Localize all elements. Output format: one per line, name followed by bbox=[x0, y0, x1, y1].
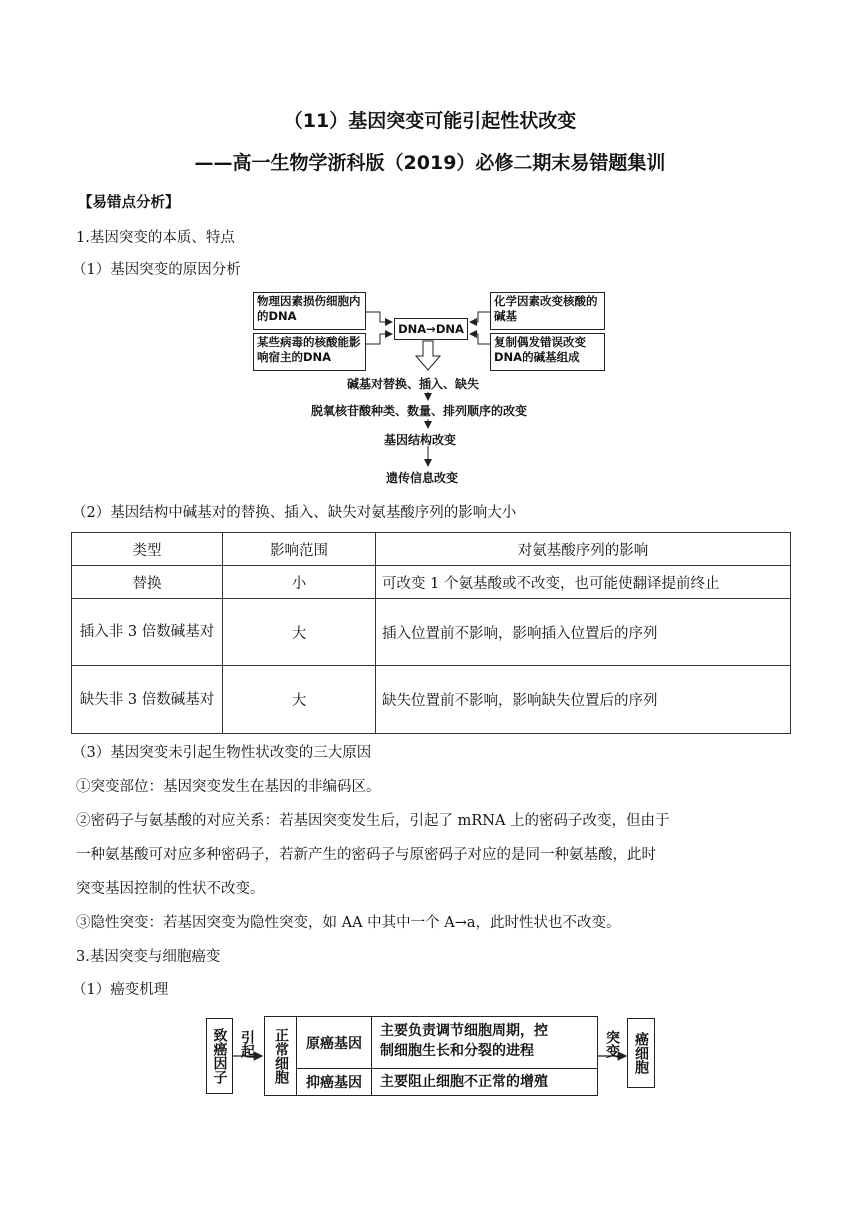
page-title: （11）基因突变可能引起性状改变 bbox=[283, 110, 577, 132]
table-cell: 缺失非 3 倍数碱基对 bbox=[72, 666, 223, 734]
table-cell: 替换 bbox=[72, 566, 223, 599]
cause-chemical-box: 化学因素改变核酸的碱基 bbox=[490, 292, 605, 330]
table-cell: 插入非 3 倍数碱基对 bbox=[72, 599, 223, 666]
flow-step-1: 碱基对替换、插入、缺失 bbox=[347, 377, 480, 391]
table-cell: 大 bbox=[223, 599, 376, 666]
reason-1: ①突变部位：基因突变发生在基因的非编码区。 bbox=[76, 779, 381, 795]
reason-2-line-3: 突变基因控制的性状不改变。 bbox=[76, 881, 265, 897]
reason-3: ③隐性突变：若基因突变为隐性突变，如 AA 中其中一个 A→a，此时性状也不改变。 bbox=[76, 915, 621, 931]
sub-heading-2: （2）基因结构中碱基对的替换、插入、缺失对氨基酸序列的影响大小 bbox=[72, 505, 517, 521]
proto-oncogene-desc: 主要负责调节细胞周期，控 制细胞生长和分裂的进程 bbox=[371, 1016, 598, 1069]
point-3-heading: 3.基因突变与细胞癌变 bbox=[76, 949, 221, 965]
tumor-suppressor-box: 抑癌基因 bbox=[296, 1068, 372, 1096]
carcinogen-box bbox=[206, 1018, 233, 1094]
table-cell: 小 bbox=[223, 566, 376, 599]
table-header-cell: 对氨基酸序列的影响 bbox=[376, 533, 791, 566]
carcinogen-label: 致癌因子 bbox=[211, 1028, 228, 1084]
cancer-cell-box bbox=[627, 1018, 655, 1088]
table-cell: 可改变 1 个氨基酸或不改变，也可能使翻译提前终止 bbox=[376, 566, 791, 599]
dna-center-box: DNA→DNA bbox=[394, 318, 468, 340]
normal-cell-label-wrap bbox=[266, 1016, 296, 1096]
flow-step-4: 遗传信息改变 bbox=[386, 471, 459, 485]
sub-heading-4: （1）癌变机理 bbox=[72, 982, 169, 998]
cause-arrow-label: 引起 bbox=[239, 1030, 255, 1058]
cause-replication-box: 复制偶发错误改变DNA的碱基组成 bbox=[490, 333, 605, 371]
flow-step-3: 基因结构改变 bbox=[384, 433, 457, 447]
section-heading: 【易错点分析】 bbox=[78, 195, 180, 211]
table-header-cell: 影响范围 bbox=[223, 533, 376, 566]
proto-oncogene-box: 原癌基因 bbox=[296, 1016, 372, 1069]
cause-virus-box: 某些病毒的核酸能影响宿主的DNA bbox=[253, 333, 366, 371]
page-subtitle: ——高一生物学浙科版（2019）必修二期末易错题集训 bbox=[194, 152, 666, 174]
mutation-arrow-label: 突变 bbox=[604, 1030, 620, 1058]
table-cell: 大 bbox=[223, 666, 376, 734]
cause-physical-box: 物理因素损伤细胞内的DNA bbox=[253, 292, 366, 330]
table-header-cell: 类型 bbox=[72, 533, 223, 566]
sub-heading-1: （1）基因突变的原因分析 bbox=[72, 262, 241, 278]
table-cell: 缺失位置前不影响，影响缺失位置后的序列 bbox=[376, 666, 791, 734]
cancer-cell-label: 癌细胞 bbox=[633, 1032, 649, 1074]
tumor-suppressor-desc: 主要阻止细胞不正常的增殖 bbox=[371, 1068, 598, 1096]
table-cell: 插入位置前不影响，影响插入位置后的序列 bbox=[376, 599, 791, 666]
flow-step-2: 脱氧核苷酸种类、数量、排列顺序的改变 bbox=[311, 404, 528, 418]
reason-2-line-2: 一种氨基酸可对应多种密码子，若新产生的密码子与原密码子对应的是同一种氨基酸，此时 bbox=[76, 847, 656, 863]
point-1-heading: 1.基因突变的本质、特点 bbox=[76, 230, 235, 246]
reason-2-line-1: ②密码子与氨基酸的对应关系：若基因突变发生后，引起了 mRNA 上的密码子改变，但由于 bbox=[76, 813, 670, 829]
sub-heading-3: （3）基因突变未引起生物性状改变的三大原因 bbox=[72, 745, 372, 761]
normal-cell-label: 正常细胞 bbox=[273, 1028, 289, 1084]
